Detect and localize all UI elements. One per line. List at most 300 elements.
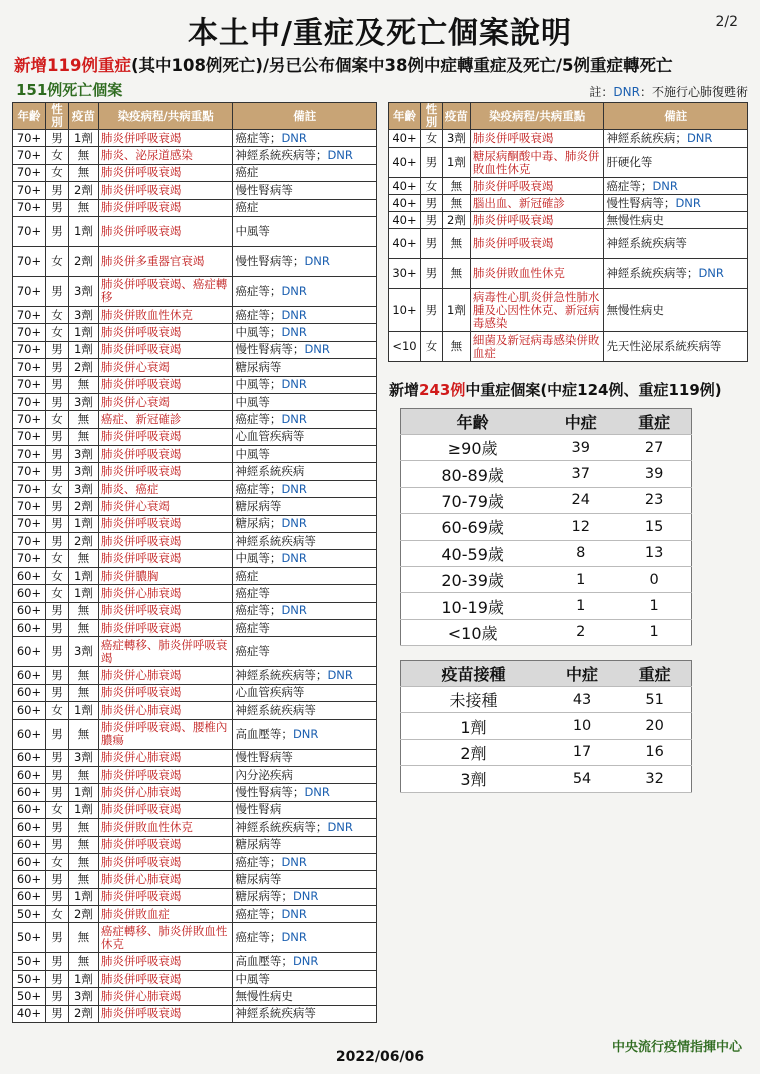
- cell-course: 肺炎併呼吸衰竭: [98, 853, 233, 870]
- cell-age: 70+: [13, 306, 46, 323]
- cell-age: 70+: [13, 550, 46, 567]
- table-row: [13, 359, 377, 376]
- table-row: [13, 801, 377, 818]
- cell-vaccine: 無: [68, 550, 98, 567]
- table-row: [13, 749, 377, 766]
- cell-age: 60+: [13, 619, 46, 636]
- remark-dnr: DNR: [281, 481, 307, 496]
- cell-age: 70+: [13, 182, 46, 199]
- cell-vaccine: 3劑: [68, 463, 98, 480]
- organization-name: 中央流行疫情指揮中心: [611, 1040, 742, 1055]
- cell-course: 肺炎併呼吸衰竭: [98, 684, 233, 701]
- cell-age: 70+: [13, 446, 46, 463]
- table-row: [401, 487, 692, 513]
- cell-remarks: [233, 888, 377, 905]
- cell-remarks: [604, 332, 748, 362]
- remark-dnr: DNR: [281, 603, 307, 618]
- cell-course: 肺炎併呼吸衰竭: [98, 164, 233, 181]
- cell-vaccine: 無: [68, 871, 98, 888]
- age-header-moderate: 中症: [544, 409, 617, 435]
- cell-vaccine: 3劑: [68, 306, 98, 323]
- cell-sex: 女: [420, 332, 442, 362]
- cell-vaccine: 無: [68, 411, 98, 428]
- cell-sex: 女: [45, 324, 68, 341]
- cell-sex: 男: [45, 130, 68, 147]
- table-row: [13, 871, 377, 888]
- table-row: [13, 216, 377, 246]
- cell-age: 50+: [13, 970, 46, 987]
- header-sex: 性別: [420, 103, 442, 130]
- cell-age: 60+: [13, 819, 46, 836]
- cell-sex: 男: [420, 212, 442, 229]
- remark-dnr: DNR: [686, 131, 713, 145]
- table-header-row: [401, 409, 692, 435]
- cell-age: 60+: [13, 637, 46, 667]
- subtitle-severe-to-death: 5例重症轉死亡: [562, 56, 673, 75]
- header-course: 染疫病程/共病重點: [470, 103, 604, 130]
- cell-age: 70+: [13, 393, 46, 410]
- deaths-label: 151例死亡個案: [16, 81, 123, 99]
- table-row: [13, 515, 377, 532]
- page-number: 2/2: [715, 14, 738, 30]
- cell-course: 肺炎併心肺衰竭: [98, 871, 233, 888]
- remark-text: 中風等；: [235, 377, 282, 392]
- cell-sex: 男: [45, 428, 68, 445]
- row-label: 70-79歲: [401, 487, 545, 513]
- cell-age: 60+: [13, 719, 46, 749]
- remark-text: 癌症等；: [606, 178, 653, 193]
- remark-text: 癌症等；: [235, 930, 282, 945]
- row-label: 40-59歲: [401, 540, 545, 566]
- cell-age: 40+: [389, 148, 421, 178]
- cell-course: 肺炎併心衰竭: [98, 498, 233, 515]
- severe-count: 1: [617, 593, 691, 619]
- cell-remarks: [233, 766, 377, 783]
- cell-age: 70+: [13, 324, 46, 341]
- table-row: [389, 229, 748, 259]
- remark-text: 癌症等；: [235, 603, 282, 618]
- severe-count: 13: [617, 540, 691, 566]
- table-row: [389, 148, 748, 178]
- remark-text: 神經系統疾病等: [235, 1006, 316, 1021]
- cell-remarks: [233, 853, 377, 870]
- table-row: [13, 276, 377, 306]
- remark-text: 中風等；: [235, 325, 282, 340]
- table-row: [389, 289, 748, 332]
- table-row: [13, 619, 377, 636]
- cell-remarks: [233, 684, 377, 701]
- severe-count: 20: [618, 713, 691, 739]
- cell-vaccine: 2劑: [68, 533, 98, 550]
- cell-age: 70+: [13, 341, 46, 358]
- cell-vaccine: 無: [68, 853, 98, 870]
- cell-vaccine: 無: [68, 199, 98, 216]
- cell-remarks: [233, 341, 377, 358]
- cell-vaccine: 無: [68, 719, 98, 749]
- remark-dnr: DNR: [652, 178, 678, 193]
- table-row: [13, 393, 377, 410]
- cell-remarks: [233, 550, 377, 567]
- cell-vaccine: 無: [442, 229, 470, 259]
- remark-text: 高血壓等；: [235, 954, 293, 969]
- cell-course: 肺炎併心肺衰竭: [98, 749, 233, 766]
- table-row: [13, 533, 377, 550]
- header-age: 年齡: [13, 103, 46, 130]
- cell-course: 癌症、新冠確診: [98, 411, 233, 428]
- summary-prefix: 新增: [389, 381, 420, 399]
- cell-vaccine: 1劑: [442, 289, 470, 332]
- cell-vaccine: 無: [68, 836, 98, 853]
- severe-count: 27: [617, 435, 691, 461]
- cell-vaccine: 1劑: [68, 515, 98, 532]
- cell-remarks: [233, 784, 377, 801]
- cell-remarks: [233, 182, 377, 199]
- cell-course: 肺炎併呼吸衰竭: [98, 801, 233, 818]
- cell-course: 癌症轉移、肺炎併呼吸衰竭: [98, 637, 233, 667]
- table-row: [13, 719, 377, 749]
- cell-sex: 男: [420, 259, 442, 289]
- table-row: [13, 637, 377, 667]
- cell-age: 70+: [13, 147, 46, 164]
- cell-course: 病毒性心肌炎併急性肺水腫及心因性休克、新冠病毒感染: [470, 289, 604, 332]
- cell-sex: 男: [420, 289, 442, 332]
- cell-sex: 女: [45, 411, 68, 428]
- table-row: [13, 784, 377, 801]
- cell-sex: 男: [45, 970, 68, 987]
- remark-text: 癌症: [235, 165, 259, 180]
- table-row: [13, 498, 377, 515]
- table-row: [13, 988, 377, 1005]
- cell-course: 肺炎併呼吸衰竭: [98, 515, 233, 532]
- table-row: [13, 1005, 377, 1022]
- cell-course: 肺炎併呼吸衰竭: [98, 888, 233, 905]
- table-row: [13, 480, 377, 497]
- cell-sex: 男: [45, 988, 68, 1005]
- cell-remarks: [604, 289, 748, 332]
- cell-age: 60+: [13, 766, 46, 783]
- remark-text: 心血管疾病等: [235, 685, 305, 700]
- cell-vaccine: 3劑: [68, 637, 98, 667]
- cell-course: 肺炎併心衰竭: [98, 359, 233, 376]
- cell-vaccine: 2劑: [68, 498, 98, 515]
- cell-remarks: [233, 246, 377, 276]
- row-label: 20-39歲: [401, 566, 545, 592]
- remark-text: 糖尿病等: [235, 359, 282, 374]
- cell-age: 40+: [389, 195, 421, 212]
- cell-age: 60+: [13, 749, 46, 766]
- cell-course: 肺炎併心肺衰竭: [98, 784, 233, 801]
- cell-age: 70+: [13, 480, 46, 497]
- remark-text: 肝硬化等: [606, 155, 653, 169]
- report-date: 2022/06/06: [335, 1049, 425, 1065]
- table-row: [401, 593, 692, 619]
- cell-course: 肺炎併呼吸衰竭、癌症轉移: [98, 276, 233, 306]
- remark-text: 癌症: [235, 200, 259, 215]
- vax-header-label: 疫苗接種: [401, 661, 546, 687]
- remark-text: 無慢性病史: [235, 988, 293, 1003]
- cell-vaccine: 無: [442, 332, 470, 362]
- moderate-count: 1: [544, 566, 617, 592]
- cell-remarks: [233, 199, 377, 216]
- table-row: [389, 259, 748, 289]
- cell-sex: 男: [45, 359, 68, 376]
- moderate-count: 17: [546, 739, 618, 765]
- remark-dnr: DNR: [281, 307, 307, 322]
- cell-course: 肺炎併呼吸衰竭: [98, 428, 233, 445]
- cell-vaccine: 3劑: [68, 276, 98, 306]
- cell-sex: 男: [45, 719, 68, 749]
- cell-remarks: [233, 463, 377, 480]
- cell-age: 70+: [13, 533, 46, 550]
- cell-remarks: [233, 988, 377, 1005]
- cell-sex: 男: [45, 341, 68, 358]
- moderate-count: 2: [544, 619, 617, 645]
- table-row: [13, 550, 377, 567]
- cell-sex: 男: [45, 463, 68, 480]
- cell-course: 肺炎併呼吸衰竭: [98, 970, 233, 987]
- remark-text: 中風等: [235, 971, 270, 986]
- cell-vaccine: 2劑: [68, 906, 98, 923]
- table-row: [13, 906, 377, 923]
- cell-remarks: [233, 923, 377, 953]
- remark-text: 糖尿病等；: [235, 889, 293, 904]
- cell-sex: 女: [45, 147, 68, 164]
- remark-text: 糖尿病等: [235, 871, 282, 886]
- remark-text: 癌症等；: [235, 307, 282, 322]
- cell-age: 60+: [13, 871, 46, 888]
- remark-dnr: DNR: [675, 195, 701, 210]
- cell-course: 肺炎併呼吸衰竭: [98, 199, 233, 216]
- remark-text: 慢性腎病等；: [235, 785, 305, 800]
- cell-age: 70+: [13, 246, 46, 276]
- cell-course: 肺炎併呼吸衰竭: [98, 550, 233, 567]
- cell-vaccine: 1劑: [68, 341, 98, 358]
- cell-vaccine: 無: [68, 667, 98, 684]
- cell-vaccine: 無: [68, 819, 98, 836]
- table-row: [13, 130, 377, 147]
- cell-course: 肺炎、泌尿道感染: [98, 147, 233, 164]
- summary-title: [389, 379, 722, 400]
- cell-remarks: [233, 602, 377, 619]
- cell-age: 70+: [13, 216, 46, 246]
- severe-count: 39: [617, 461, 691, 487]
- cell-age: 70+: [13, 199, 46, 216]
- cell-remarks: [233, 359, 377, 376]
- table-row: [401, 566, 692, 592]
- cell-sex: 男: [45, 749, 68, 766]
- row-label: <10歲: [401, 619, 545, 645]
- cell-course: 腦出血、新冠確診: [470, 195, 604, 212]
- cell-course: 肺炎併呼吸衰竭: [470, 229, 604, 259]
- cell-vaccine: 1劑: [68, 970, 98, 987]
- cell-remarks: [233, 970, 377, 987]
- cell-age: 70+: [13, 276, 46, 306]
- cell-age: 70+: [13, 428, 46, 445]
- vax-header-severe: 重症: [618, 661, 691, 687]
- cell-vaccine: 3劑: [68, 749, 98, 766]
- cell-vaccine: 3劑: [68, 446, 98, 463]
- moderate-count: 24: [544, 487, 617, 513]
- table-row: [389, 332, 748, 362]
- remark-dnr: DNR: [281, 325, 307, 340]
- cell-course: 肺炎併呼吸衰竭: [470, 178, 604, 195]
- table-row: [13, 836, 377, 853]
- table-header-row: [13, 103, 377, 130]
- cell-sex: 男: [420, 229, 442, 259]
- cell-course: 糖尿病酮酸中毒、肺炎併敗血性休克: [470, 148, 604, 178]
- cell-course: 肺炎併膿胸: [98, 567, 233, 584]
- cell-sex: 男: [45, 684, 68, 701]
- table-row: [389, 178, 748, 195]
- cell-course: 肺炎併呼吸衰竭、腰椎內膿瘍: [98, 719, 233, 749]
- cell-vaccine: 無: [68, 684, 98, 701]
- remark-dnr: DNR: [304, 253, 330, 268]
- cell-sex: 女: [45, 480, 68, 497]
- row-label: 1劑: [401, 713, 546, 739]
- cell-sex: 男: [45, 602, 68, 619]
- cell-sex: 男: [45, 182, 68, 199]
- cell-remarks: [233, 376, 377, 393]
- age-header-label: 年齡: [401, 409, 545, 435]
- remark-text: 中風等: [235, 223, 270, 238]
- cell-course: 肺炎併呼吸衰竭: [98, 446, 233, 463]
- remark-text: 癌症等: [235, 644, 270, 659]
- table-row: [13, 585, 377, 602]
- moderate-count: 54: [546, 766, 618, 792]
- note-text: ：不施行心肺復甦術: [639, 85, 748, 99]
- cell-remarks: [233, 637, 377, 667]
- cell-sex: 男: [45, 199, 68, 216]
- subtitle-detail: (其中108例死亡)/另已公布個案中38例中症轉重症及死亡/: [130, 56, 562, 75]
- cell-sex: 女: [420, 130, 442, 148]
- table-row: [13, 428, 377, 445]
- remark-text: 癌症等；: [235, 283, 282, 298]
- table-row: [13, 463, 377, 480]
- cell-vaccine: 2劑: [68, 1005, 98, 1022]
- cell-remarks: [233, 719, 377, 749]
- cell-vaccine: 無: [68, 923, 98, 953]
- remark-text: 神經系統疾病: [235, 464, 305, 479]
- remark-dnr: DNR: [281, 906, 307, 921]
- cell-vaccine: 1劑: [68, 888, 98, 905]
- table-row: [13, 819, 377, 836]
- header-course: 染疫病程/共病重點: [98, 103, 233, 130]
- row-label: 60-69歲: [401, 514, 545, 540]
- cell-sex: 女: [45, 246, 68, 276]
- remark-text: 神經系統疾病等；: [235, 148, 328, 163]
- severe-count: 0: [617, 566, 691, 592]
- age-distribution-table: [400, 408, 692, 646]
- cell-vaccine: 1劑: [68, 784, 98, 801]
- cell-course: 肺炎併心衰竭: [98, 393, 233, 410]
- note-dnr: DNR: [613, 85, 640, 99]
- header-vaccine: 疫苗: [442, 103, 470, 130]
- cell-course: 肺炎併呼吸衰竭: [98, 766, 233, 783]
- remark-text: 內分泌疾病: [235, 767, 293, 782]
- cell-vaccine: 無: [442, 195, 470, 212]
- cell-course: 肺炎併心肺衰竭: [98, 585, 233, 602]
- remark-dnr: DNR: [327, 668, 353, 683]
- header-remarks: 備註: [233, 103, 377, 130]
- remark-text: 慢性腎病: [235, 802, 282, 817]
- cell-course: 肺炎併敗血症: [98, 906, 233, 923]
- row-label: ≥90歲: [401, 435, 545, 461]
- cell-age: <10: [389, 332, 421, 362]
- header-remarks: 備註: [604, 103, 748, 130]
- cell-course: 細菌及新冠病毒感染併敗血症: [470, 332, 604, 362]
- table-row: [13, 970, 377, 987]
- cell-course: 肺炎併呼吸衰竭: [98, 619, 233, 636]
- cell-vaccine: 3劑: [68, 480, 98, 497]
- remark-text: 癌症等；: [235, 411, 282, 426]
- cell-vaccine: 1劑: [68, 585, 98, 602]
- cell-course: 肺炎併呼吸衰竭: [470, 130, 604, 148]
- cell-age: 70+: [13, 411, 46, 428]
- table-row: [389, 195, 748, 212]
- table-row: [13, 182, 377, 199]
- table-row: [401, 461, 692, 487]
- cell-vaccine: 無: [68, 428, 98, 445]
- remark-dnr: DNR: [281, 377, 307, 392]
- cell-age: 50+: [13, 988, 46, 1005]
- cell-course: 癌症轉移、肺炎併敗血性休克: [98, 923, 233, 953]
- table-row: [13, 923, 377, 953]
- remark-dnr: DNR: [281, 130, 307, 145]
- cell-course: 肺炎併呼吸衰竭: [98, 341, 233, 358]
- cell-remarks: [233, 428, 377, 445]
- severe-count: 23: [617, 487, 691, 513]
- table-row: [13, 199, 377, 216]
- remark-text: 神經系統疾病等: [235, 533, 316, 548]
- summary-count: 243例: [419, 381, 466, 399]
- cell-vaccine: 無: [68, 766, 98, 783]
- cell-course: 肺炎併呼吸衰竭: [98, 836, 233, 853]
- cell-age: 70+: [13, 359, 46, 376]
- remark-text: 中風等: [235, 446, 270, 461]
- cell-remarks: [233, 147, 377, 164]
- cell-age: 70+: [13, 376, 46, 393]
- page-subtitle: [14, 52, 672, 76]
- cell-age: 70+: [13, 130, 46, 147]
- cell-vaccine: 3劑: [442, 130, 470, 148]
- cell-remarks: [233, 567, 377, 584]
- cell-course: 肺炎、癌症: [98, 480, 233, 497]
- cell-course: 肺炎併心肺衰竭: [98, 667, 233, 684]
- table-row: [13, 341, 377, 358]
- cell-course: 肺炎併心肺衰竭: [98, 702, 233, 719]
- cell-course: 肺炎併呼吸衰竭: [98, 602, 233, 619]
- cell-course: 肺炎併敗血性休克: [98, 306, 233, 323]
- cell-course: 肺炎併呼吸衰竭: [98, 182, 233, 199]
- cell-remarks: [604, 212, 748, 229]
- table-row: [13, 667, 377, 684]
- moderate-count: 39: [544, 435, 617, 461]
- cell-age: 40+: [389, 229, 421, 259]
- cell-course: 肺炎併敗血性休克: [470, 259, 604, 289]
- severe-count: 16: [618, 739, 691, 765]
- cell-remarks: [233, 480, 377, 497]
- cell-vaccine: 1劑: [68, 130, 98, 147]
- remark-dnr: DNR: [292, 889, 319, 904]
- death-cases-table-left: [12, 102, 377, 1023]
- cell-sex: 女: [45, 853, 68, 870]
- remark-text: 慢性腎病等；: [235, 342, 305, 357]
- cell-vaccine: 無: [442, 259, 470, 289]
- cell-course: 肺炎併呼吸衰竭: [98, 533, 233, 550]
- cell-remarks: [233, 953, 377, 970]
- cell-sex: 男: [45, 836, 68, 853]
- cell-age: 70+: [13, 164, 46, 181]
